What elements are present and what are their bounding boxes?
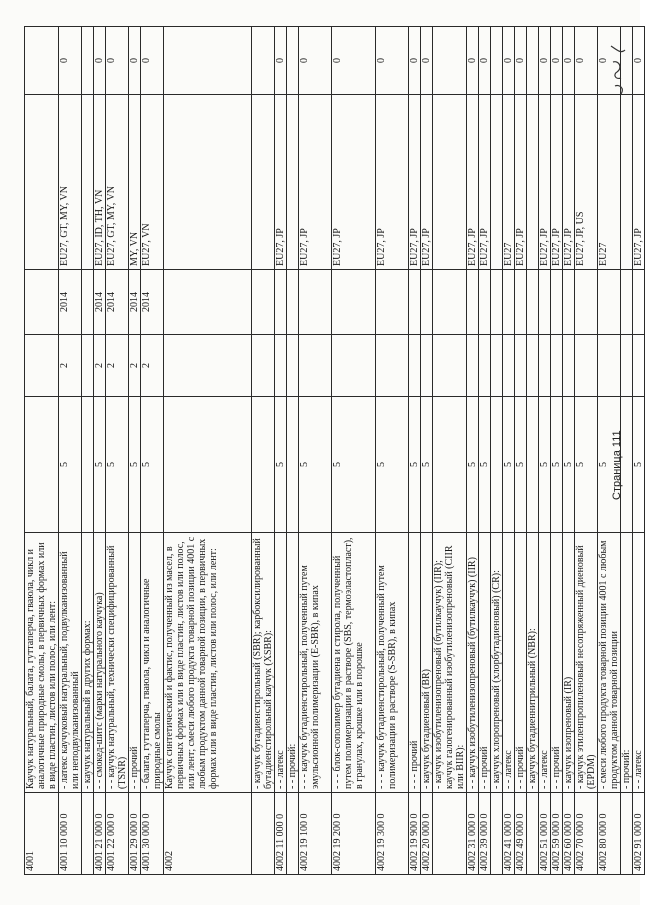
base-rate-cell: 5 [421,397,433,533]
reduced-rate-cell [503,335,515,397]
table-row [503,27,515,875]
year-cell [433,270,467,335]
base-rate-cell: 5 [275,397,287,533]
year-cell [527,270,539,335]
tariff-code-cell: 4002 19 900 0 [409,793,421,875]
final-rate-cell: 0 [515,27,527,95]
table-row [82,27,94,875]
countries-cell [621,95,633,270]
description-cell: - латекс каучуковый натуральный, подвулканизованный или неподвулканизованный [59,533,82,793]
tariff-code-cell: 4002 39 000 0 [479,793,491,875]
description-cell: - - латекс [539,533,551,793]
table-row [575,27,598,875]
year-cell [164,270,252,335]
base-rate-cell: 5 [515,397,527,533]
tariff-table-body [25,27,645,875]
final-rate-cell: 0 [575,27,598,95]
countries-cell: EU27, JP [409,95,421,270]
year-cell [252,270,275,335]
year-cell [376,270,409,335]
countries-cell: EU27, JP [515,95,527,270]
tariff-code-cell: 4001 22 000 0 [106,793,129,875]
description-cell: - балата, гуттаперча, гваюла, чикл и аналогичные природные смолы [141,533,164,793]
final-rate-cell: 0 [94,27,106,95]
countries-cell: EU27, JP [539,95,551,270]
year-cell: 2014 [106,270,129,335]
handwritten-mark [605,40,633,100]
year-cell [621,270,633,335]
reduced-rate-cell [164,335,252,397]
final-rate-cell: 0 [503,27,515,95]
year-cell [299,270,332,335]
final-rate-cell: 0 [129,27,141,95]
reduced-rate-cell: 2 [141,335,164,397]
countries-cell: EU27, JP [467,95,479,270]
tariff-code-cell: 4001 21 000 0 [94,793,106,875]
countries-cell: EU27, JP [479,95,491,270]
table-row [539,27,551,875]
tariff-table [24,26,645,875]
reduced-rate-cell [539,335,551,397]
tariff-code-cell [82,793,94,875]
final-rate-cell [164,27,252,95]
table-row [94,27,106,875]
description-cell: - - прочий [515,533,527,793]
countries-cell: EU27, JP [275,95,287,270]
countries-cell: EU27 [598,95,621,270]
base-rate-cell: 5 [376,397,409,533]
countries-cell [287,95,299,270]
year-cell [515,270,527,335]
tariff-code-cell [433,793,467,875]
base-rate-cell: 5 [59,397,82,533]
final-rate-cell: 0 [467,27,479,95]
description-cell: - смеси любого продукта товарной позиции 4001 с любым продуктом данной товарной позиции [598,533,621,793]
final-rate-cell: 0 [376,27,409,95]
table-row [433,27,467,875]
description-cell: - каучук бутадиенстирольный (SBR); карбоксилированный бутадиенстирольный каучук (XSBR): [252,533,275,793]
year-cell [421,270,433,335]
table-row [563,27,575,875]
table-row [491,27,503,875]
table-row [25,27,59,875]
final-rate-cell [433,27,467,95]
base-rate-cell: 5 [563,397,575,533]
base-rate-cell [433,397,467,533]
description-cell: - - прочий [129,533,141,793]
table-row [527,27,539,875]
table-row [275,27,287,875]
base-rate-cell: 5 [467,397,479,533]
countries-cell: EU27, JP [633,95,645,270]
final-rate-cell: 0 [409,27,421,95]
reduced-rate-cell [467,335,479,397]
tariff-code-cell [287,793,299,875]
table-row [287,27,299,875]
year-cell [491,270,503,335]
table-row [515,27,527,875]
table-row [633,27,645,875]
description-cell: - - - прочий [409,533,421,793]
description-cell: - каучук бутадиеннитрильный (NBR): [527,533,539,793]
year-cell [503,270,515,335]
year-cell [563,270,575,335]
countries-cell: EU27, ID, TH, VN [94,95,106,270]
final-rate-cell [82,27,94,95]
tariff-code-cell: 4002 41 000 0 [503,793,515,875]
year-cell [467,270,479,335]
reduced-rate-cell [287,335,299,397]
tariff-code-cell: 4002 59 000 0 [551,793,563,875]
countries-cell [527,95,539,270]
description-cell: - прочий: [621,533,633,793]
description-cell: Каучук синтетический и фактис, полученный из масел, в первичных формах или в виде пластин, листов или полос, или лент; смеси любого продукта товарной позиции 4001 с любым продуктом данной товарной позиции, в первичных формах или в виде пластин, листов или полос, или лент: [164,533,252,793]
reduced-rate-cell [551,335,563,397]
base-rate-cell: 5 [539,397,551,533]
countries-cell [164,95,252,270]
reduced-rate-cell [433,335,467,397]
base-rate-cell: 5 [94,397,106,533]
base-rate-cell [25,397,59,533]
table-row [59,27,82,875]
tariff-code-cell: 4002 19 300 0 [376,793,409,875]
base-rate-cell [527,397,539,533]
countries-cell: EU27, VN [141,95,164,270]
countries-cell: EU27, JP [332,95,376,270]
table-row [551,27,563,875]
year-cell [25,270,59,335]
reduced-rate-cell: 2 [59,335,82,397]
reduced-rate-cell [621,335,633,397]
tariff-code-cell [491,793,503,875]
countries-cell: EU27, JP, US [575,95,598,270]
base-rate-cell: 5 [575,397,598,533]
final-rate-cell [25,27,59,95]
countries-cell [252,95,275,270]
final-rate-cell [287,27,299,95]
countries-cell: EU27, JP [563,95,575,270]
tariff-code-cell: 4002 51 000 0 [539,793,551,875]
tariff-code-cell: 4002 19 200 0 [332,793,376,875]
year-cell [551,270,563,335]
reduced-rate-cell [598,335,621,397]
year-cell: 2014 [129,270,141,335]
year-cell [332,270,376,335]
table-row [332,27,376,875]
countries-cell: EU27, JP [551,95,563,270]
base-rate-cell: 5 [479,397,491,533]
base-rate-cell [491,397,503,533]
countries-cell [491,95,503,270]
reduced-rate-cell [275,335,287,397]
reduced-rate-cell [82,335,94,397]
base-rate-cell [287,397,299,533]
final-rate-cell: 0 [598,27,621,95]
countries-cell: EU27, JP [299,95,332,270]
final-rate-cell [527,27,539,95]
description-cell: - каучук хлоропреновый (хлорбутадиеновый) (CR): [491,533,503,793]
table-row [252,27,275,875]
year-cell: 2014 [94,270,106,335]
reduced-rate-cell: 2 [106,335,129,397]
tariff-code-cell: 4001 30 000 0 [141,793,164,875]
base-rate-cell: 5 [332,397,376,533]
description-cell: - каучук бутадиеновый (BR) [421,533,433,793]
year-cell [275,270,287,335]
final-rate-cell: 0 [332,27,376,95]
page-number: Страница 111 [611,430,623,500]
table-row [376,27,409,875]
countries-cell: EU27, JP [421,95,433,270]
reduced-rate-cell [25,335,59,397]
reduced-rate-cell [491,335,503,397]
reduced-rate-cell [252,335,275,397]
description-cell: - - - каучук бутадиенстирольный, полученный путем полимеризации в растворе (S-SBR), в кипах [376,533,409,793]
tariff-code-cell: 4001 [25,793,59,875]
table-row [409,27,421,875]
base-rate-cell: 5 [141,397,164,533]
description-cell: - - прочий: [287,533,299,793]
tariff-code-cell: 4002 70 000 0 [575,793,598,875]
tariff-code-cell: 4002 91 000 0 [633,793,645,875]
description-cell: - - каучук изобутиленизопреновый (бутилкаучук) (IIR) [467,533,479,793]
table-row [164,27,252,875]
reduced-rate-cell [421,335,433,397]
table-row [299,27,332,875]
tariff-code-cell: 4002 [164,793,252,875]
year-cell: 2014 [59,270,82,335]
tariff-code-cell [252,793,275,875]
final-rate-cell: 0 [141,27,164,95]
final-rate-cell: 0 [539,27,551,95]
table-row [106,27,129,875]
description-cell: Каучук натуральный, балата, гуттаперча, гваюла, чикл и аналогичные природные смолы, в первичных формах или в виде пластин, листов или полос, или лент: [25,533,59,793]
description-cell: - - прочий [479,533,491,793]
description-cell: - - прочий [551,533,563,793]
year-cell [82,270,94,335]
reduced-rate-cell [332,335,376,397]
base-rate-cell: 5 [598,397,621,533]
reduced-rate-cell [299,335,332,397]
description-cell: - - латекс [503,533,515,793]
reduced-rate-cell: 2 [94,335,106,397]
countries-cell: EU27, GT, MY, VN [106,95,129,270]
description-cell: - - - блок-сополимер бутадиена и стирола, полученный путем полимеризации в растворе (SBS, термоэластопласт), в гранулах, крошке или в порошке [332,533,376,793]
countries-cell: MY, VN [129,95,141,270]
year-cell [598,270,621,335]
year-cell [575,270,598,335]
tariff-code-cell [527,793,539,875]
reduced-rate-cell [409,335,421,397]
final-rate-cell: 0 [551,27,563,95]
countries-cell [433,95,467,270]
description-cell: - - - каучук бутадиенстирольный, полученный путем эмульсионной полимеризации (E-SBR), в кипах [299,533,332,793]
countries-cell: EU27, JP [376,95,409,270]
table-row [129,27,141,875]
tariff-code-cell: 4002 11 000 0 [275,793,287,875]
description-cell: - - латекс [633,533,645,793]
final-rate-cell: 0 [421,27,433,95]
reduced-rate-cell [633,335,645,397]
year-cell [409,270,421,335]
countries-cell [25,95,59,270]
year-cell [287,270,299,335]
tariff-code-cell: 4001 10 000 0 [59,793,82,875]
description-cell: - каучук этиленпропиленовый несопряженный диеновый (EPDM) [575,533,598,793]
countries-cell: EU27, GT, MY, VN [59,95,82,270]
final-rate-cell: 0 [275,27,287,95]
year-cell [479,270,491,335]
reduced-rate-cell [376,335,409,397]
base-rate-cell: 5 [106,397,129,533]
tariff-code-cell: 4002 60 000 0 [563,793,575,875]
base-rate-cell [82,397,94,533]
description-cell: - - латекс [275,533,287,793]
tariff-code-cell [621,793,633,875]
reduced-rate-cell [479,335,491,397]
base-rate-cell: 5 [633,397,645,533]
base-rate-cell: 5 [299,397,332,533]
table-row [467,27,479,875]
table-row [421,27,433,875]
tariff-code-cell: 4002 49 000 0 [515,793,527,875]
countries-cell: EU27 [503,95,515,270]
tariff-code-cell: 4002 31 000 0 [467,793,479,875]
description-cell: - - каучук натуральный, технически специфицированный (TSNR) [106,533,129,793]
final-rate-cell: 0 [479,27,491,95]
description-cell: - - смокед-шитс (марки натурального каучука) [94,533,106,793]
table-row [141,27,164,875]
year-cell [633,270,645,335]
description-cell: - каучук натуральный в других формах: [82,533,94,793]
year-cell [539,270,551,335]
base-rate-cell [252,397,275,533]
tariff-code-cell: 4002 19 100 0 [299,793,332,875]
description-cell: - каучук изопреновый (IR) [563,533,575,793]
base-rate-cell: 5 [409,397,421,533]
final-rate-cell [252,27,275,95]
countries-cell [82,95,94,270]
final-rate-cell: 0 [299,27,332,95]
final-rate-cell: 0 [633,27,645,95]
reduced-rate-cell [515,335,527,397]
description-cell: - каучук изобутиленизопреновый (бутилкаучук) (IIR); каучук галогенированный изобутиленизопреновый (CIIR или BIIR): [433,533,467,793]
tariff-code-cell: 4001 29 000 0 [129,793,141,875]
final-rate-cell [491,27,503,95]
base-rate-cell: 5 [551,397,563,533]
base-rate-cell: 5 [129,397,141,533]
base-rate-cell: 5 [503,397,515,533]
reduced-rate-cell [575,335,598,397]
final-rate-cell: 0 [59,27,82,95]
base-rate-cell [164,397,252,533]
reduced-rate-cell [563,335,575,397]
table-row [479,27,491,875]
tariff-code-cell: 4002 80 000 0 [598,793,621,875]
reduced-rate-cell: 2 [129,335,141,397]
final-rate-cell: 0 [106,27,129,95]
tariff-code-cell: 4002 20 000 0 [421,793,433,875]
year-cell: 2014 [141,270,164,335]
reduced-rate-cell [527,335,539,397]
final-rate-cell: 0 [563,27,575,95]
